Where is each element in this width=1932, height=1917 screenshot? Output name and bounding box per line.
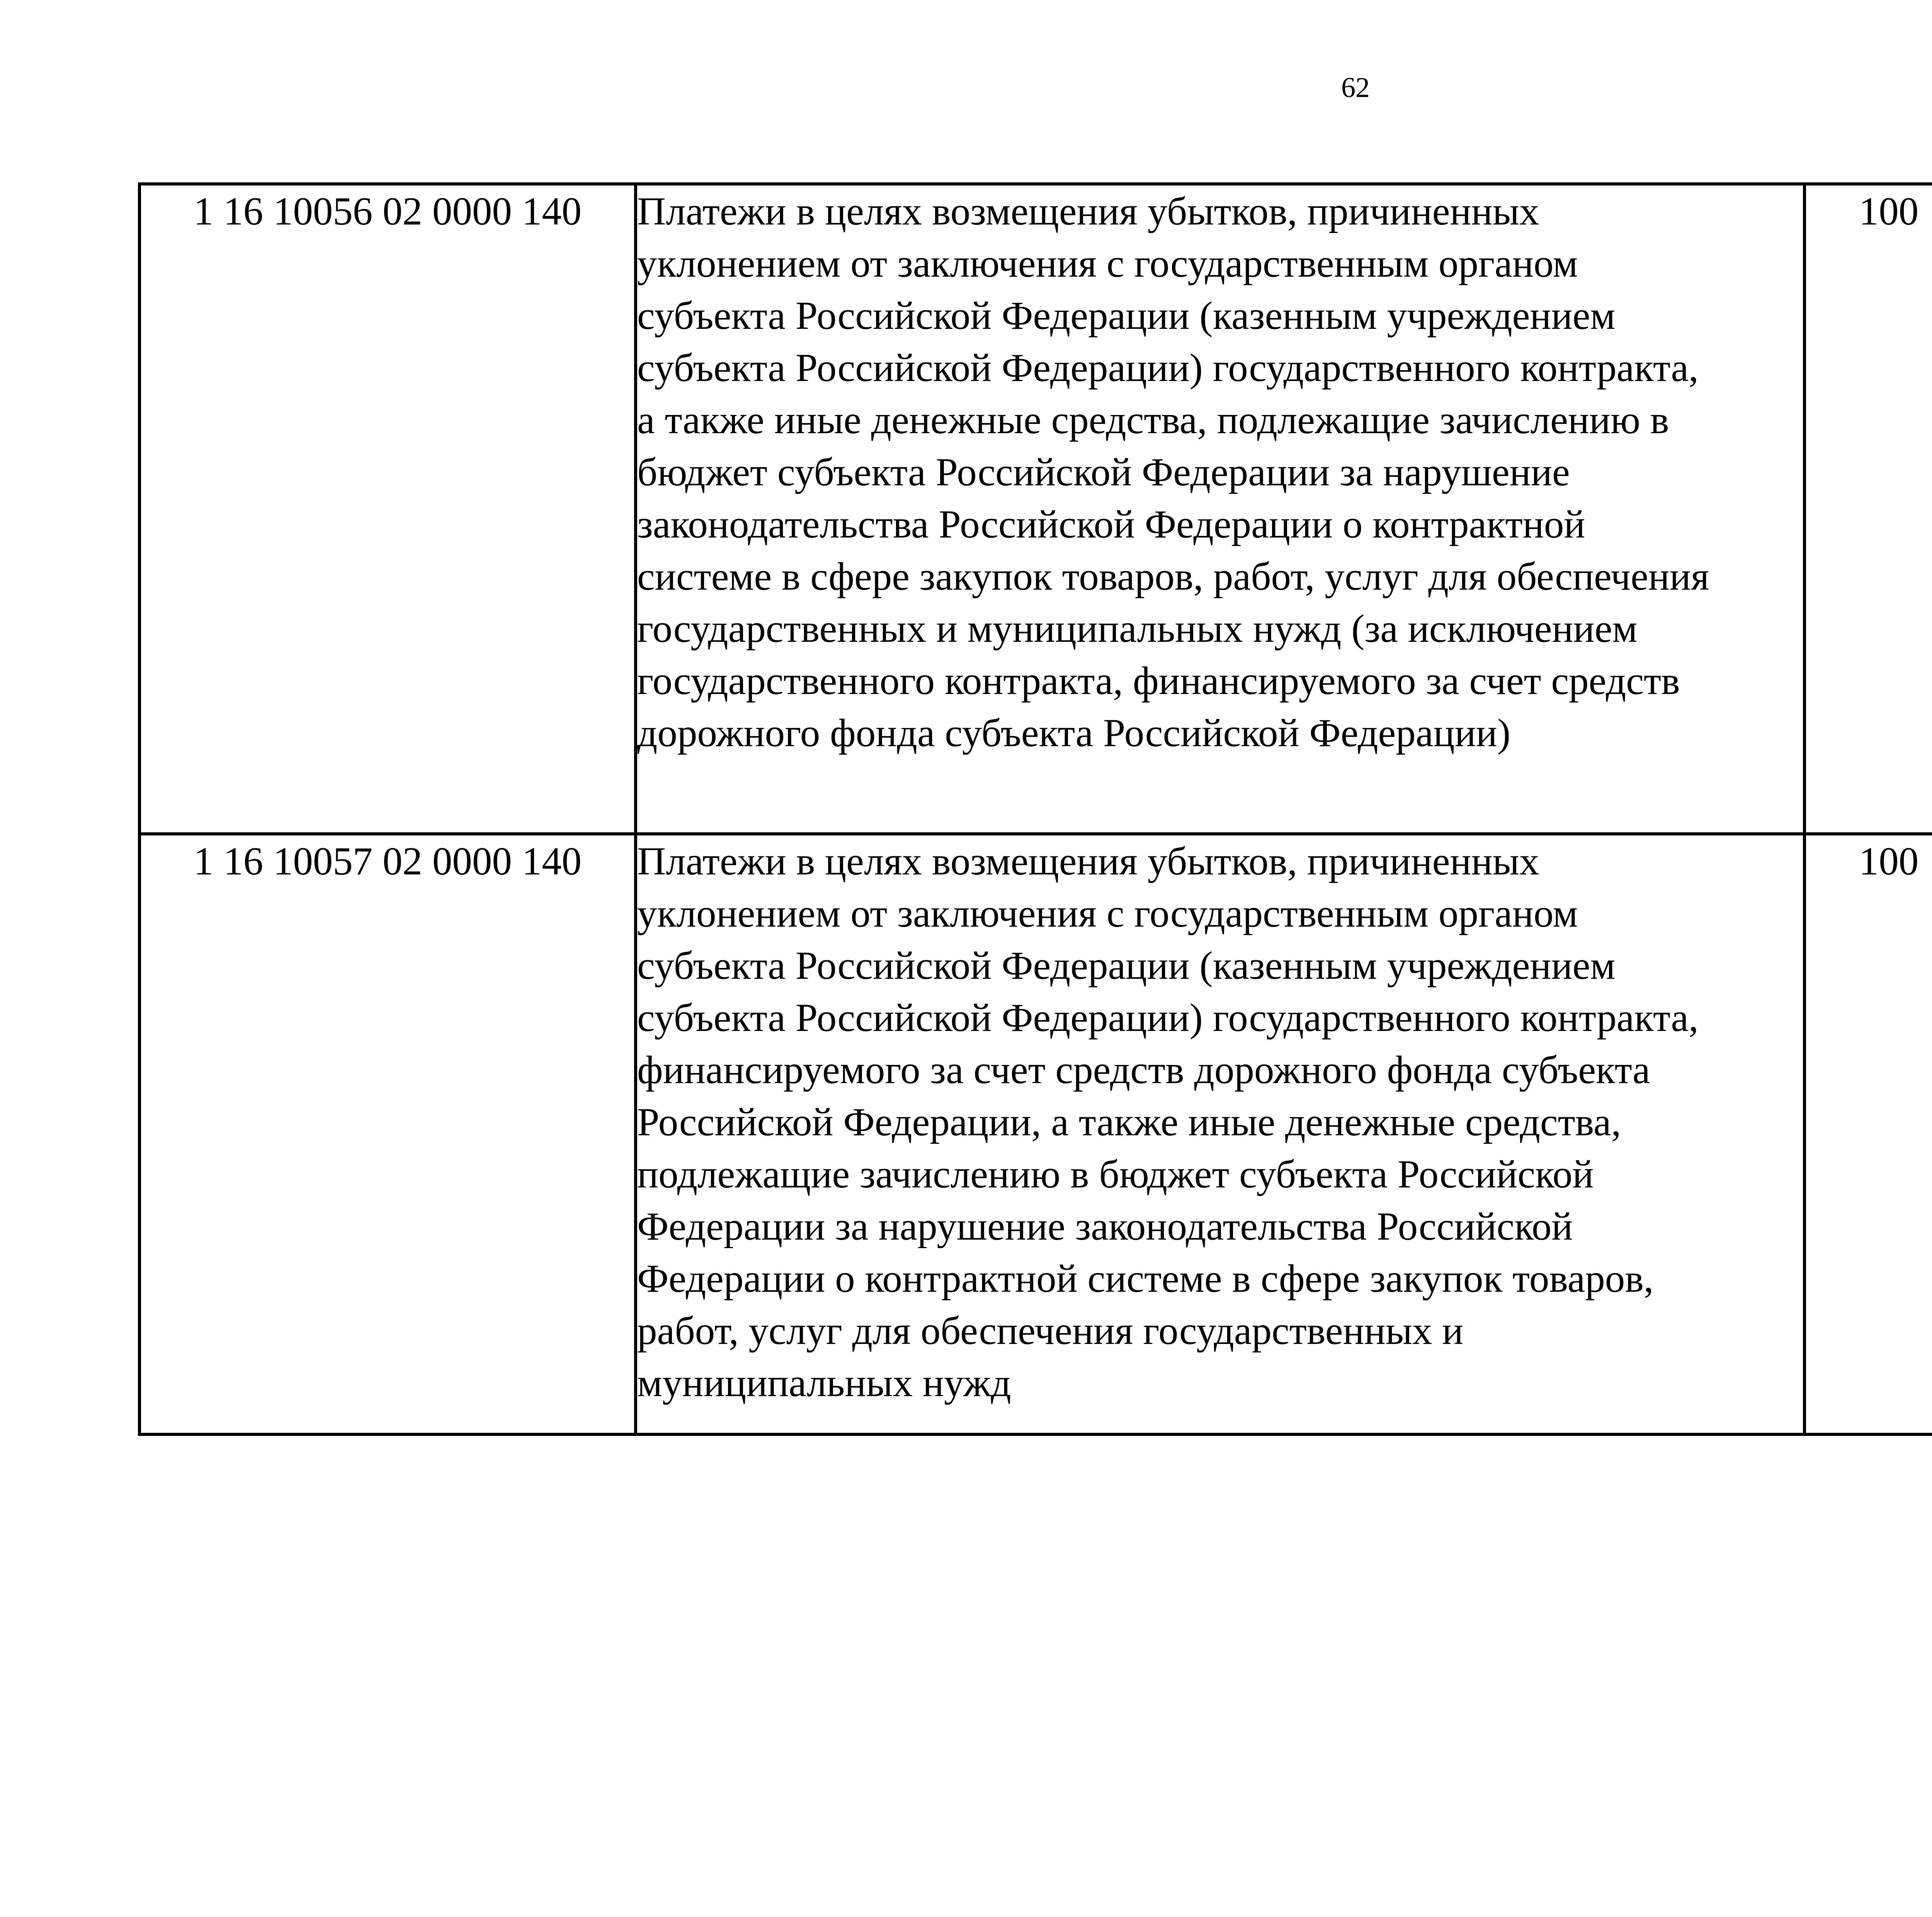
budget-code: 1 16 10056 02 0000 140 (193, 189, 582, 233)
description-line: Платежи в целях возмещения убытков, причиненных (637, 839, 1539, 883)
description-line: дорожного фонда субъекта Российской Федерации) (637, 711, 1511, 755)
norm-value-cell (1804, 184, 1932, 834)
budget-code-cell (139, 834, 636, 1434)
page-number: 62 (1341, 72, 1370, 104)
description-line: Федерации за нарушение законодательства Российской (637, 1204, 1573, 1249)
description-line: Российской Федерации, а также иные денежные средства, (637, 1100, 1621, 1144)
description-line: финансируемого за счет средств дорожного фонда субъекта (637, 1048, 1650, 1092)
norm-value: 100 (1859, 839, 1919, 883)
description-line: уклонением от заключения с государственным органом (637, 891, 1578, 936)
budget-classification-table (138, 182, 1932, 1436)
norm-value: 100 (1859, 189, 1919, 233)
budget-code-cell (139, 184, 636, 834)
description-line: бюджет субъекта Российской Федерации за нарушение (637, 450, 1570, 494)
description-line: субъекта Российской Федерации) государственного контракта, (637, 346, 1699, 390)
norm-value-cell (1804, 834, 1932, 1434)
description-line: Платежи в целях возмещения убытков, причиненных (637, 189, 1539, 233)
description-line: уклонением от заключения с государственным органом (637, 242, 1578, 286)
description-line: муниципальных нужд (637, 1361, 1011, 1405)
description-line: государственных и муниципальных нужд (за исключением (637, 607, 1638, 651)
description-line: субъекта Российской Федерации (казенным учреждением (637, 944, 1616, 988)
description-line: субъекта Российской Федерации (казенным учреждением (637, 294, 1616, 338)
description-line: Федерации о контрактной системе в сфере закупок товаров, (637, 1257, 1654, 1301)
description-line: законодательства Российской Федерации о контрактной (637, 502, 1585, 546)
table-row (139, 834, 1932, 1434)
budget-code: 1 16 10057 02 0000 140 (193, 839, 582, 883)
income-description-cell (636, 184, 1804, 834)
description-line: а также иные денежные средства, подлежащие зачислению в (637, 398, 1669, 442)
description-line: государственного контракта, финансируемого за счет средств (637, 659, 1680, 703)
description-line: работ, услуг для обеспечения государственных и (637, 1309, 1464, 1353)
description-line: подлежащие зачислению в бюджет субъекта Российской (637, 1152, 1594, 1196)
table-row (139, 184, 1932, 834)
description-line: системе в сфере закупок товаров, работ, услуг для обеспечения (637, 555, 1709, 599)
description-line: субъекта Российской Федерации) государственного контракта, (637, 996, 1699, 1040)
income-description-cell (636, 834, 1804, 1434)
